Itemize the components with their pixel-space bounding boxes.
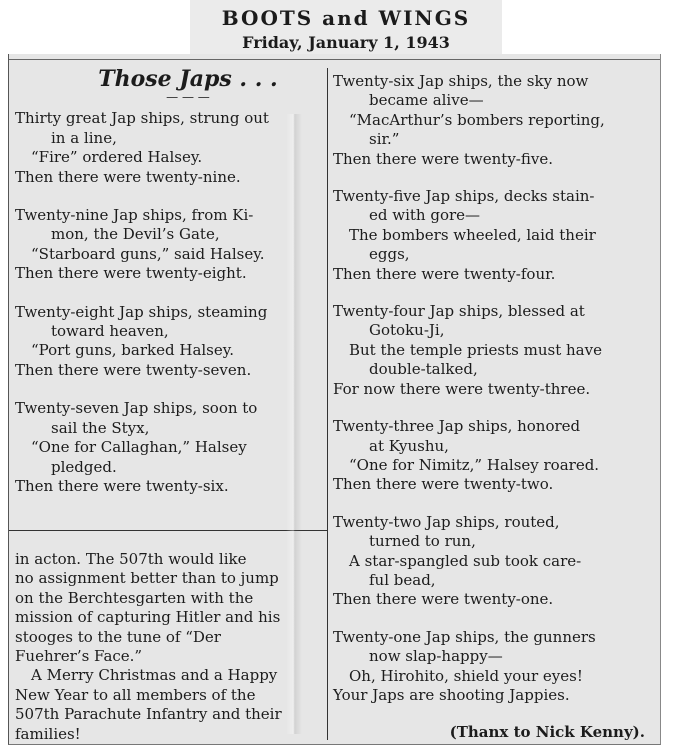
poem-credit: (Thanx to Nick Kenny). bbox=[449, 723, 645, 742]
issue-date: Friday, January 1, 1943 bbox=[242, 33, 450, 52]
poem-line: Twenty-seven Jap ships, soon to bbox=[15, 399, 258, 418]
poem-line: Twenty-six Jap ships, the sky now bbox=[333, 72, 589, 90]
article-line: stooges to the tune of “Der bbox=[15, 627, 221, 646]
poem-right-column bbox=[333, 72, 651, 743]
poem-line: in a line, bbox=[51, 128, 117, 147]
title-dash-ornament: — — — bbox=[166, 90, 210, 105]
poem-stanza bbox=[15, 399, 321, 496]
article-line: New Year to all members of the bbox=[15, 685, 256, 704]
poem-line: now slap-happy— bbox=[369, 647, 503, 666]
masthead bbox=[190, 0, 502, 57]
poem-stanza bbox=[333, 513, 651, 610]
poem-line: toward heaven, bbox=[51, 322, 169, 341]
poem-line: Gotoku-Ji, bbox=[369, 321, 445, 340]
poem-stanza bbox=[15, 109, 321, 187]
poem-stanza bbox=[15, 303, 321, 381]
poem-line: Twenty-two Jap ships, routed, bbox=[333, 512, 560, 531]
article-line: in acton. The 507th would like bbox=[15, 550, 247, 568]
column-divider bbox=[327, 68, 328, 740]
left-stanzas bbox=[15, 109, 321, 496]
article-line: Fuehrer’s Face.” bbox=[15, 647, 143, 666]
poem-line: mon, the Devil’s Gate, bbox=[51, 225, 220, 244]
clipping-top-rule bbox=[9, 59, 660, 60]
poem-stanza bbox=[333, 302, 651, 399]
poem-line: ed with gore— bbox=[369, 206, 481, 225]
article-text bbox=[15, 550, 321, 744]
poem-line: For now there were twenty-three. bbox=[333, 379, 591, 398]
article-line: on the Berchtesgarten with the bbox=[15, 588, 254, 607]
poem-stanza bbox=[333, 628, 651, 706]
poem-title: Those Japs . . . bbox=[98, 66, 278, 92]
poem-line: Twenty-eight Jap ships, steaming bbox=[15, 302, 268, 321]
poem-line: “Starboard guns,” said Halsey. bbox=[31, 244, 265, 263]
poem-line: Twenty-five Jap ships, decks stain- bbox=[333, 187, 595, 206]
poem-line: “One for Nimitz,” Halsey roared. bbox=[349, 455, 600, 474]
poem-stanza bbox=[333, 72, 651, 169]
poem-line: Your Japs are shooting Jappies. bbox=[333, 685, 570, 704]
poem-left-column bbox=[15, 66, 321, 515]
newspaper-clipping bbox=[8, 54, 661, 745]
poem-line: Twenty-four Jap ships, blessed at bbox=[333, 302, 585, 321]
article-line: mission of capturing Hitler and his bbox=[15, 608, 281, 627]
poem-line: Then there were twenty-eight. bbox=[15, 264, 247, 283]
poem-line: Then there were twenty-four. bbox=[333, 264, 556, 283]
article-line: 507th Parachute Infantry and their bbox=[15, 705, 282, 724]
poem-line: “Fire” ordered Halsey. bbox=[31, 148, 203, 167]
poem-stanza bbox=[15, 206, 321, 284]
newspaper-title: BOOTS and WINGS bbox=[221, 6, 471, 30]
poem-line: A star-spangled sub took care- bbox=[349, 551, 582, 570]
section-divider bbox=[9, 530, 327, 531]
poem-line: Then there were twenty-two. bbox=[333, 475, 554, 494]
poem-line: “MacArthur’s bombers reporting, bbox=[349, 110, 605, 129]
poem-stanza bbox=[333, 417, 651, 495]
right-stanzas bbox=[333, 72, 651, 705]
poem-line: Then there were twenty-one. bbox=[333, 590, 554, 609]
poem-line: Twenty-nine Jap ships, from Ki- bbox=[15, 206, 254, 225]
poem-line: Then there were twenty-nine. bbox=[15, 167, 241, 186]
poem-line: The bombers wheeled, laid their bbox=[349, 225, 596, 244]
poem-stanza bbox=[333, 187, 651, 284]
poem-line: sail the Styx, bbox=[51, 418, 150, 437]
poem-line: turned to run, bbox=[369, 532, 476, 551]
article-line: families! bbox=[15, 724, 81, 743]
poem-line: Then there were twenty-six. bbox=[15, 476, 229, 495]
poem-line: pledged. bbox=[51, 457, 117, 476]
poem-line: became alive— bbox=[369, 91, 484, 110]
poem-line: “One for Callaghan,” Halsey bbox=[31, 438, 247, 457]
article-line: A Merry Christmas and a Happy bbox=[31, 666, 278, 685]
poem-line: Then there were twenty-seven. bbox=[15, 360, 252, 379]
poem-line: double-talked, bbox=[369, 360, 478, 379]
article-line: no assignment better than to jump bbox=[15, 569, 279, 588]
poem-line: Twenty-three Jap ships, honored bbox=[333, 417, 581, 436]
poem-line: “Port guns, barked Halsey. bbox=[31, 341, 235, 360]
poem-line: sir.” bbox=[369, 130, 400, 149]
poem-line: Twenty-one Jap ships, the gunners bbox=[333, 627, 596, 646]
poem-line: Thirty great Jap ships, strung out bbox=[15, 109, 269, 128]
article-column bbox=[15, 550, 321, 744]
poem-line: But the temple priests must have bbox=[349, 340, 602, 359]
poem-line: Oh, Hirohito, shield your eyes! bbox=[349, 666, 583, 685]
poem-line: at Kyushu, bbox=[369, 436, 449, 455]
poem-line: Then there were twenty-five. bbox=[333, 149, 553, 168]
poem-line: eggs, bbox=[369, 245, 410, 264]
poem-line: ful bead, bbox=[369, 570, 436, 589]
